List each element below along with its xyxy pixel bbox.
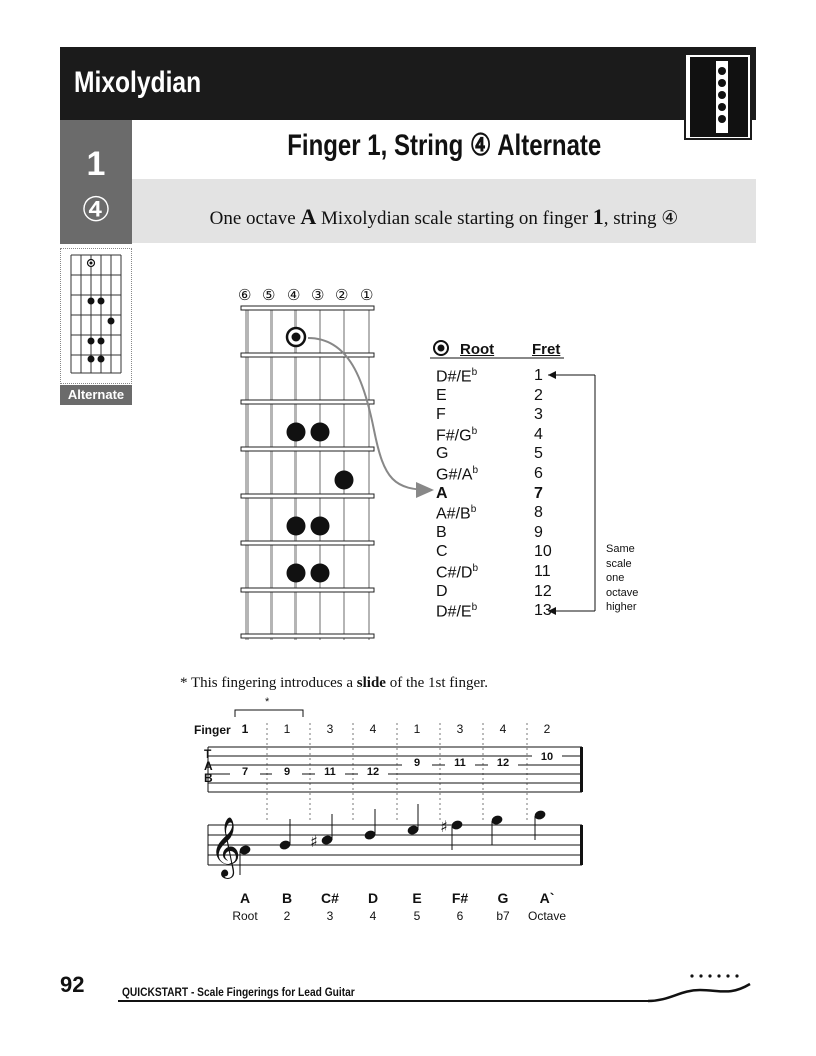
finger-number: 3 [456,722,464,736]
guitar-neck-icon [690,57,748,137]
fret-table-fret: 6 [534,465,543,482]
tab-fret-number: 10 [532,751,562,763]
note-name: C# [321,890,339,906]
footnote: * This fingering introduces a slide of the 1st finger. [180,675,489,691]
note-name: B [281,890,293,906]
fret-table-fret: 5 [534,445,543,463]
note-name: A [239,890,251,906]
scale-degree: 3 [326,909,334,923]
guitar-headstock-icon [640,968,756,1004]
scale-degree: 6 [456,909,464,923]
fret-table-fret: 4 [534,425,543,443]
fret-table-fret: 9 [534,523,543,541]
string-label-6: ⑥ [238,287,252,304]
fret-table-note: E [436,386,447,404]
badge-finger-number: 1 [86,145,106,183]
note-name: F# [451,890,469,906]
string-label-2: ② [335,287,349,304]
tab-clef: T A B [204,747,213,785]
string-label-5: ⑤ [262,287,276,304]
page-title: Mixolydian [74,66,202,99]
fret-table-note: C [436,543,448,561]
fret-table-fret: 3 [534,406,543,424]
tab-fret-number: 9 [272,766,302,778]
note-name: E [412,890,422,906]
sharp-icon: ♯ [310,832,318,851]
note-name: D [367,890,379,906]
finger-number: 3 [326,722,334,736]
fret-table-fret: 12 [534,582,552,600]
fret-table-fret: 10 [534,543,552,561]
string-label-1: ① [360,287,374,304]
fret-table-note: $G\#/A^b$ [436,465,479,484]
page-number: 92 [60,972,85,997]
mini-fretboard-svg [61,249,131,383]
fret-table-note: A [436,484,448,502]
fret-table-root-header: Root [460,341,495,358]
tab-fret-number: 9 [402,757,432,769]
section-title: Finger 1, String ④ Alternate [286,129,601,162]
fret-table-note: $A\#/B^b$ [436,504,477,523]
finger-number: 4 [369,722,377,736]
tab-fret-number: 7 [230,766,260,778]
fret-table-fret: 2 [534,386,543,404]
fret-table-fret: 8 [534,504,543,522]
finger-number: 2 [543,722,551,736]
fret-table-note: F [436,406,446,424]
fret-table-note: $D\#/E^b$ [436,367,478,386]
tab-fret-number: 11 [315,766,345,778]
fret-table-fret: 11 [534,563,551,580]
scale-degree: b7 [496,909,510,923]
fret-table-fret: 13 [534,602,552,620]
scale-degree: Octave [527,909,566,923]
chapter-tab-mark [690,57,748,137]
section-description: One octave A Mixolydian scale starting on finger 1, string ④ [209,204,679,229]
scale-degree: 2 [283,909,291,923]
tab-fret-number: 12 [358,766,388,778]
fret-table-note: $F\#/G^b$ [436,425,478,445]
string-label-3: ③ [311,287,325,304]
footer-rule [118,1000,648,1002]
finger-number: 1 [413,722,421,736]
finger-row [0,722,816,738]
note-name-row [0,890,816,908]
finger-number: 4 [499,722,507,736]
fret-table [436,367,556,627]
badge-string-number: ④ [80,191,112,229]
fret-table-note: B [436,523,447,541]
finger-row-label: Finger [194,723,231,737]
scale-degree: 5 [413,909,421,923]
mini-diagram-label: Alternate [60,385,132,405]
fret-table-note: $C\#/D^b$ [436,563,479,582]
fret-table-note: D [436,582,448,600]
tab-fret-number: 11 [445,757,475,769]
finger-number: 1 [283,722,291,736]
scale-degree-row [0,909,816,925]
fret-table-fret: 7 [534,484,543,502]
fret-table-note: G [436,445,449,463]
octave-note: Same scale one octave higher [606,543,639,613]
fret-table-note: $D\#/E^b$ [436,602,478,621]
note-name: G [497,890,509,906]
slide-marker: * [265,696,270,708]
fret-table-fret-header: Fret [532,341,561,358]
tab-fret-number: 12 [488,757,518,769]
tab-fret-row [0,747,816,790]
note-name: A` [539,890,555,906]
string-label-4: ④ [287,287,301,304]
scale-degree: 4 [369,909,377,923]
footer-title: QUICKSTART - Scale Fingerings for Lead Guitar [122,985,355,999]
treble-clef-icon: 𝄞 [210,817,241,877]
mini-fretboard-diagram [60,248,132,384]
finger-number: 1 [241,722,249,736]
sharp-icon: ♯ [440,817,448,836]
fret-table-fret: 1 [534,367,543,384]
scale-degree: Root [232,909,258,923]
